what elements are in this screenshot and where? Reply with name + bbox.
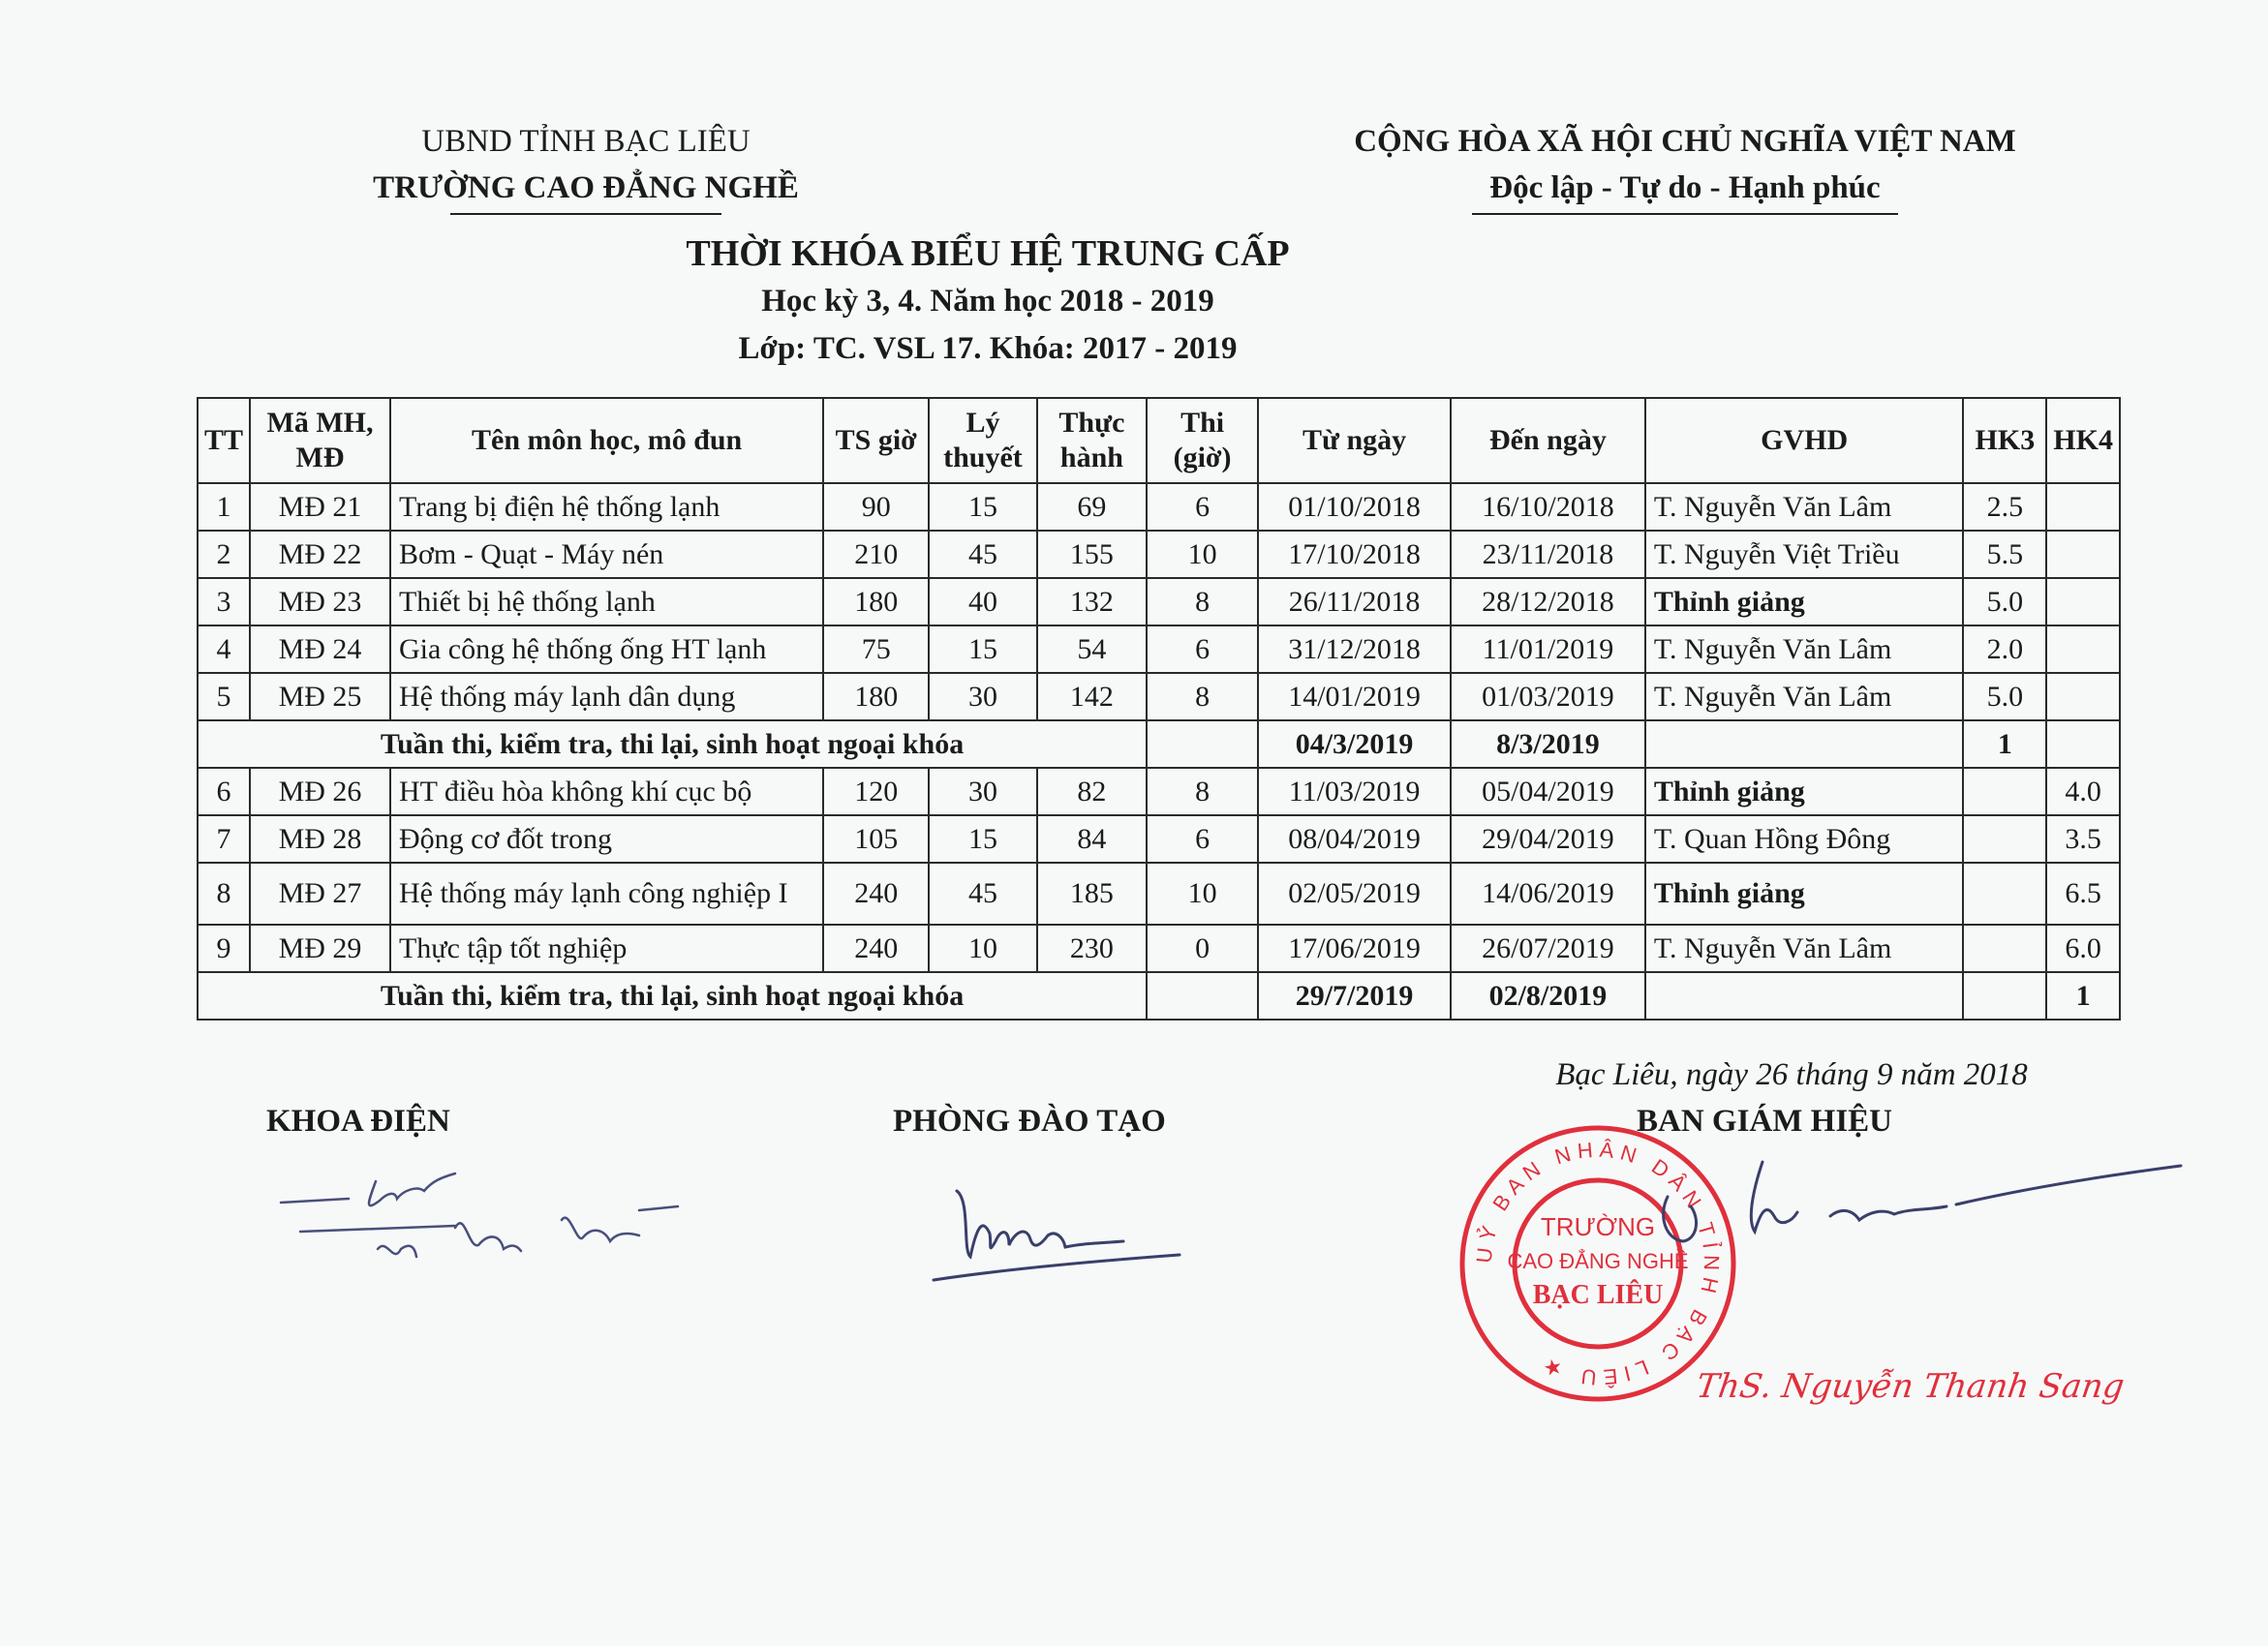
cell-hk3 <box>1963 863 2046 925</box>
cell-hk4 <box>2046 720 2120 768</box>
table-row <box>198 863 2120 925</box>
exam-week-row <box>198 720 2120 768</box>
semester-line: Học kỳ 3, 4. Năm học 2018 - 2019 <box>761 284 1214 319</box>
cell-tt: 4 <box>198 625 250 673</box>
cell-thuc: 142 <box>1037 673 1147 720</box>
col-ts: TS giờ <box>823 398 929 483</box>
cell-den: 05/04/2019 <box>1451 768 1645 815</box>
cell-ly: 45 <box>929 531 1037 578</box>
cell-ma: MĐ 28 <box>250 815 390 863</box>
col-thi: Thi (giờ) <box>1147 398 1258 483</box>
cell-hk4 <box>2046 578 2120 625</box>
cell-hk3: 5.0 <box>1963 673 2046 720</box>
cell-gvhd: T. Nguyễn Văn Lâm <box>1645 483 1964 531</box>
table-row <box>198 578 2120 625</box>
cell-hk3: 2.5 <box>1963 483 2046 531</box>
cell-hk3 <box>1963 925 2046 972</box>
signature-phong-mark <box>920 1162 1191 1297</box>
school-name: TRƯỜNG CAO ĐẲNG NGHỀ <box>373 170 799 205</box>
cell-ly: 30 <box>929 673 1037 720</box>
cell-den: 14/06/2019 <box>1451 863 1645 925</box>
cell-ma: MĐ 26 <box>250 768 390 815</box>
col-ma: Mã MH, MĐ <box>250 398 390 483</box>
cell-thuc: 82 <box>1037 768 1147 815</box>
cell-gvhd: T. Nguyễn Việt Triều <box>1645 531 1964 578</box>
cell-den: 23/11/2018 <box>1451 531 1645 578</box>
cell-tu: 14/01/2019 <box>1258 673 1451 720</box>
cell-tu: 31/12/2018 <box>1258 625 1451 673</box>
cell-thi <box>1147 720 1258 768</box>
cell-hk3: 1 <box>1963 720 2046 768</box>
cell-den: 11/01/2019 <box>1451 625 1645 673</box>
cell-gvhd <box>1645 720 1964 768</box>
header-left <box>291 118 881 215</box>
cell-tu: 01/10/2018 <box>1258 483 1451 531</box>
cell-den: 26/07/2019 <box>1451 925 1645 972</box>
table-row <box>198 815 2120 863</box>
cell-tt: 1 <box>198 483 250 531</box>
cell-ts: 240 <box>823 925 929 972</box>
cell-gvhd <box>1645 972 1964 1020</box>
cell-den: 8/3/2019 <box>1451 720 1645 768</box>
cell-ma: MĐ 21 <box>250 483 390 531</box>
province-name: UBND TỈNH BẠC LIÊU <box>421 124 751 159</box>
cell-thi: 8 <box>1147 768 1258 815</box>
exam-week-row <box>198 972 2120 1020</box>
signature-ban-title: BAN GIÁM HIỆU <box>1637 1104 1893 1139</box>
col-hk4: HK4 <box>2046 398 2120 483</box>
cell-gvhd: T. Quan Hồng Đông <box>1645 815 1964 863</box>
cell-tu: 04/3/2019 <box>1258 720 1451 768</box>
cell-ma: MĐ 27 <box>250 863 390 925</box>
cell-hk4: 6.0 <box>2046 925 2120 972</box>
cell-thuc: 132 <box>1037 578 1147 625</box>
cell-tu: 17/06/2019 <box>1258 925 1451 972</box>
cell-tt: 2 <box>198 531 250 578</box>
cell-thuc: 230 <box>1037 925 1147 972</box>
cell-ly: 15 <box>929 483 1037 531</box>
signature-khoa-mark <box>271 1152 697 1288</box>
cell-ly: 15 <box>929 815 1037 863</box>
signature-phong-title: PHÒNG ĐÀO TẠO <box>893 1104 1166 1139</box>
place-date: Bạc Liêu, ngày 26 tháng 9 năm 2018 <box>1555 1057 2028 1092</box>
table-row <box>198 673 2120 720</box>
country-name: CỘNG HÒA XÃ HỘI CHỦ NGHĨA VIỆT NAM <box>1354 124 2016 159</box>
cell-hk3: 5.5 <box>1963 531 2046 578</box>
cell-tu: 02/05/2019 <box>1258 863 1451 925</box>
cell-hk4: 3.5 <box>2046 815 2120 863</box>
cell-ten: Thực tập tốt nghiệp <box>390 925 823 972</box>
col-tu: Từ ngày <box>1258 398 1451 483</box>
signature-khoa-title: KHOA ĐIỆN <box>266 1104 450 1139</box>
cell-ten: Động cơ đốt trong <box>390 815 823 863</box>
document-title: THỜI KHÓA BIỂU HỆ TRUNG CẤP <box>686 233 1290 274</box>
cell-ts: 90 <box>823 483 929 531</box>
cell-gvhd: Thỉnh giảng <box>1645 768 1964 815</box>
cell-thi: 6 <box>1147 625 1258 673</box>
table-row <box>198 625 2120 673</box>
cell-hk4 <box>2046 483 2120 531</box>
cell-ten: Hệ thống máy lạnh dân dụng <box>390 673 823 720</box>
cell-hk3: 2.0 <box>1963 625 2046 673</box>
cell-den: 02/8/2019 <box>1451 972 1645 1020</box>
cell-hk4 <box>2046 625 2120 673</box>
cell-thi: 10 <box>1147 863 1258 925</box>
col-ten: Tên môn học, mô đun <box>390 398 823 483</box>
cell-ly: 45 <box>929 863 1037 925</box>
cell-ts: 210 <box>823 531 929 578</box>
cell-thuc: 69 <box>1037 483 1147 531</box>
svg-text:BẠC LIÊU: BẠC LIÊU <box>1532 1280 1664 1310</box>
cell-thuc: 155 <box>1037 531 1147 578</box>
exam-week-label: Tuần thi, kiểm tra, thi lại, sinh hoạt ngoại khóa <box>198 972 1147 1020</box>
cell-ts: 75 <box>823 625 929 673</box>
cell-thi: 0 <box>1147 925 1258 972</box>
cell-gvhd: Thỉnh giảng <box>1645 578 1964 625</box>
signer-name: ThS. Nguyễn Thanh Sang <box>1694 1367 2127 1406</box>
cell-ma: MĐ 25 <box>250 673 390 720</box>
cell-ts: 240 <box>823 863 929 925</box>
cell-ma: MĐ 23 <box>250 578 390 625</box>
cell-thi <box>1147 972 1258 1020</box>
cell-thi: 10 <box>1147 531 1258 578</box>
cell-ten: Bơm - Quạt - Máy nén <box>390 531 823 578</box>
cell-ts: 180 <box>823 578 929 625</box>
cell-ten: Trang bị điện hệ thống lạnh <box>390 483 823 531</box>
header-right <box>1259 118 2111 215</box>
cell-gvhd: T. Nguyễn Văn Lâm <box>1645 925 1964 972</box>
cell-hk3 <box>1963 815 2046 863</box>
cell-hk4: 1 <box>2046 972 2120 1020</box>
table-row <box>198 925 2120 972</box>
schedule-table <box>197 397 2121 1021</box>
cell-ly: 40 <box>929 578 1037 625</box>
cell-tu: 29/7/2019 <box>1258 972 1451 1020</box>
cell-gvhd: T. Nguyễn Văn Lâm <box>1645 673 1964 720</box>
cell-ly: 10 <box>929 925 1037 972</box>
exam-week-label: Tuần thi, kiểm tra, thi lại, sinh hoạt ngoại khóa <box>198 720 1147 768</box>
cell-ly: 15 <box>929 625 1037 673</box>
svg-text:TRƯỜNG: TRƯỜNG <box>1540 1212 1656 1241</box>
cell-ts: 105 <box>823 815 929 863</box>
cell-ly: 30 <box>929 768 1037 815</box>
cell-tu: 11/03/2019 <box>1258 768 1451 815</box>
signature-ban-mark <box>1646 1152 2189 1288</box>
table-header-row <box>198 398 2120 483</box>
col-thuc: Thực hành <box>1037 398 1147 483</box>
col-den: Đến ngày <box>1451 398 1645 483</box>
cell-gvhd: T. Nguyễn Văn Lâm <box>1645 625 1964 673</box>
cell-ts: 120 <box>823 768 929 815</box>
cell-ten: Hệ thống máy lạnh công nghiệp I <box>390 863 823 925</box>
cell-ten: HT điều hòa không khí cục bộ <box>390 768 823 815</box>
cell-tt: 5 <box>198 673 250 720</box>
cell-thuc: 185 <box>1037 863 1147 925</box>
table-row <box>198 483 2120 531</box>
cell-ten: Thiết bị hệ thống lạnh <box>390 578 823 625</box>
cell-hk4 <box>2046 673 2120 720</box>
cell-den: 28/12/2018 <box>1451 578 1645 625</box>
cell-hk3 <box>1963 768 2046 815</box>
cell-tu: 17/10/2018 <box>1258 531 1451 578</box>
cell-thi: 8 <box>1147 578 1258 625</box>
col-ly: Lý thuyết <box>929 398 1037 483</box>
cell-tt: 8 <box>198 863 250 925</box>
cell-den: 01/03/2019 <box>1451 673 1645 720</box>
cell-ma: MĐ 29 <box>250 925 390 972</box>
cell-thuc: 54 <box>1037 625 1147 673</box>
cell-ma: MĐ 24 <box>250 625 390 673</box>
cell-thi: 6 <box>1147 815 1258 863</box>
cell-gvhd: Thỉnh giảng <box>1645 863 1964 925</box>
cell-tu: 26/11/2018 <box>1258 578 1451 625</box>
cell-den: 29/04/2019 <box>1451 815 1645 863</box>
cell-hk3 <box>1963 972 2046 1020</box>
cell-hk4: 6.5 <box>2046 863 2120 925</box>
col-gvhd: GVHD <box>1645 398 1964 483</box>
cell-den: 16/10/2018 <box>1451 483 1645 531</box>
cell-thuc: 84 <box>1037 815 1147 863</box>
header-right-underline <box>1472 213 1898 215</box>
cell-tt: 7 <box>198 815 250 863</box>
cell-hk4: 4.0 <box>2046 768 2120 815</box>
svg-text:CAO ĐẲNG NGHỀ: CAO ĐẲNG NGHỀ <box>1507 1249 1689 1273</box>
class-line: Lớp: TC. VSL 17. Khóa: 2017 - 2019 <box>738 331 1238 366</box>
cell-tt: 9 <box>198 925 250 972</box>
cell-ten: Gia công hệ thống ống HT lạnh <box>390 625 823 673</box>
cell-ma: MĐ 22 <box>250 531 390 578</box>
col-hk3: HK3 <box>1963 398 2046 483</box>
cell-hk4 <box>2046 531 2120 578</box>
cell-hk3: 5.0 <box>1963 578 2046 625</box>
svg-text:UỶ BAN NHÂN DÂN TỈNH BẠC LIÊU: UỶ BAN NHÂN DÂN TỈNH BẠC LIÊU ★ <box>1471 1137 1725 1390</box>
cell-thi: 8 <box>1147 673 1258 720</box>
cell-tu: 08/04/2019 <box>1258 815 1451 863</box>
motto: Độc lập - Tự do - Hạnh phúc <box>1489 170 1881 205</box>
cell-thi: 6 <box>1147 483 1258 531</box>
document-titles <box>504 230 1472 373</box>
col-tt: TT <box>198 398 250 483</box>
cell-tt: 6 <box>198 768 250 815</box>
table-row <box>198 768 2120 815</box>
cell-tt: 3 <box>198 578 250 625</box>
header-left-underline <box>450 213 721 215</box>
table-row <box>198 531 2120 578</box>
cell-ts: 180 <box>823 673 929 720</box>
